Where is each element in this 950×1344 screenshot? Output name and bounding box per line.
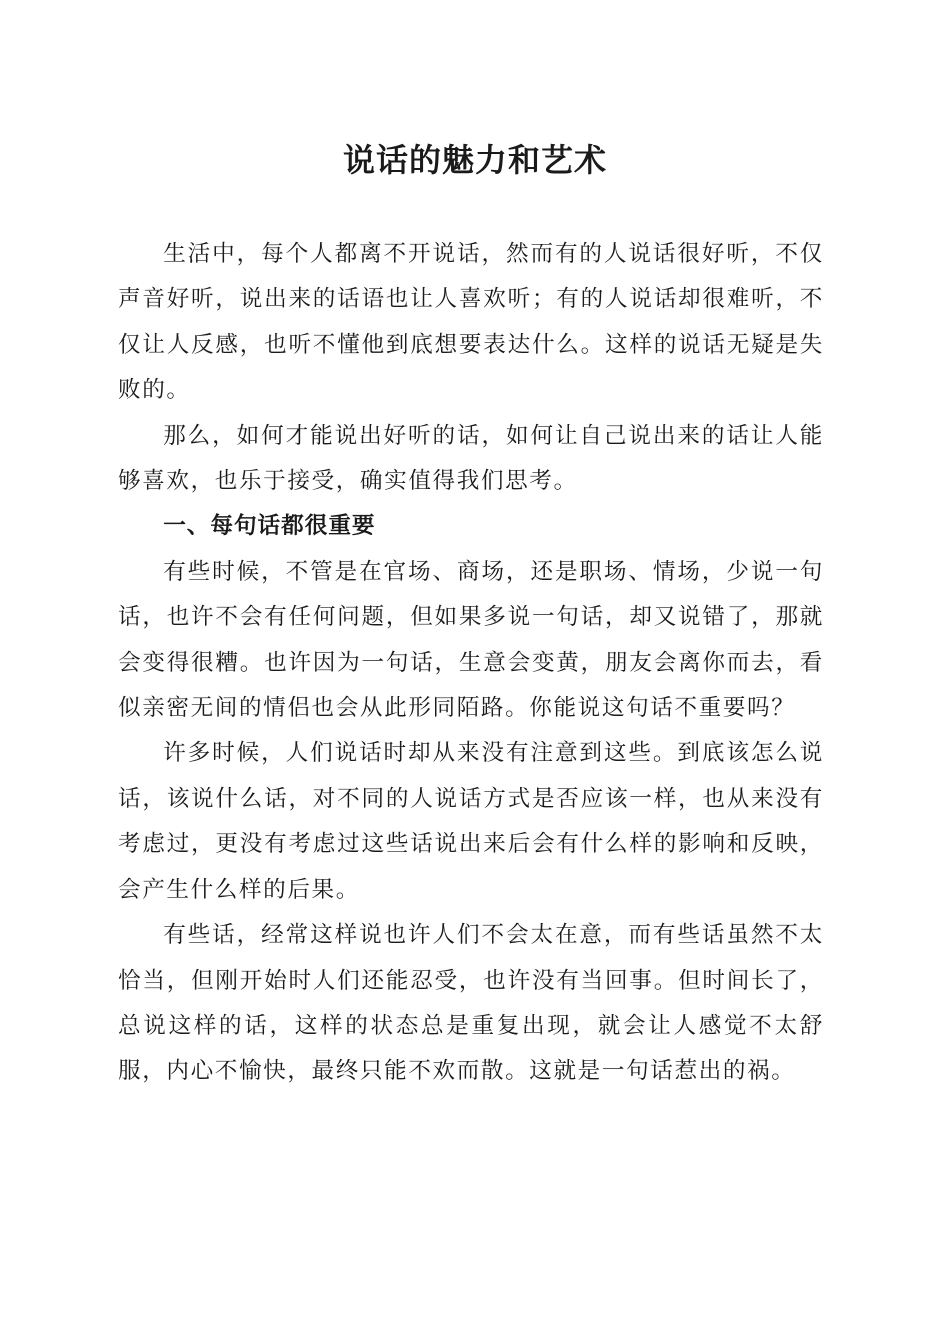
section-heading: 一、每句话都很重要 xyxy=(163,513,376,540)
paragraph-section-3: 有些话，经常这样说也许人们不会太在意，而有些话虽然不太恰当，但刚开始时人们还能忍受，也许没有当回事。但时间长了，总说这样的话，这样的状态总是重复出现，就会让人感觉不太舒服，内心不愉快，最终只能不欢而散。这就是一句话惹出的祸。 xyxy=(118,922,824,1085)
document-body xyxy=(118,232,824,1095)
paragraph-question: 那么，如何才能说出好听的话，如何让自己说出来的话让人能够喜欢，也乐于接受，确实值得我们思考。 xyxy=(118,422,824,495)
paragraph-section-1: 有些时候，不管是在官场、商场，还是职场、情场，少说一句话，也许不会有任何问题，但如果多说一句话，却又说错了，那就会变得很糟。也许因为一句话，生意会变黄，朋友会离你而去，看似亲密无间的情侣也会从此形同陌路。你能说这句话不重要吗？ xyxy=(118,558,824,722)
document-title: 说话的魅力和艺术 xyxy=(342,141,607,179)
paragraph-intro: 生活中，每个人都离不开说话，然而有的人说话很好听，不仅声音好听，说出来的话语也让人喜欢听；有的人说话却很难听，不仅让人反感，也听不懂他到底想要表达什么。这样的说话无疑是失败的。 xyxy=(118,241,824,404)
paragraph-section-2: 许多时候，人们说话时却从来没有注意到这些。到底该怎么说话，该说什么话，对不同的人说话方式是否应该一样，也从来没有考虑过，更没有考虑过这些话说出来后会有什么样的影响和反映，会产生什么样的后果。 xyxy=(118,740,824,903)
